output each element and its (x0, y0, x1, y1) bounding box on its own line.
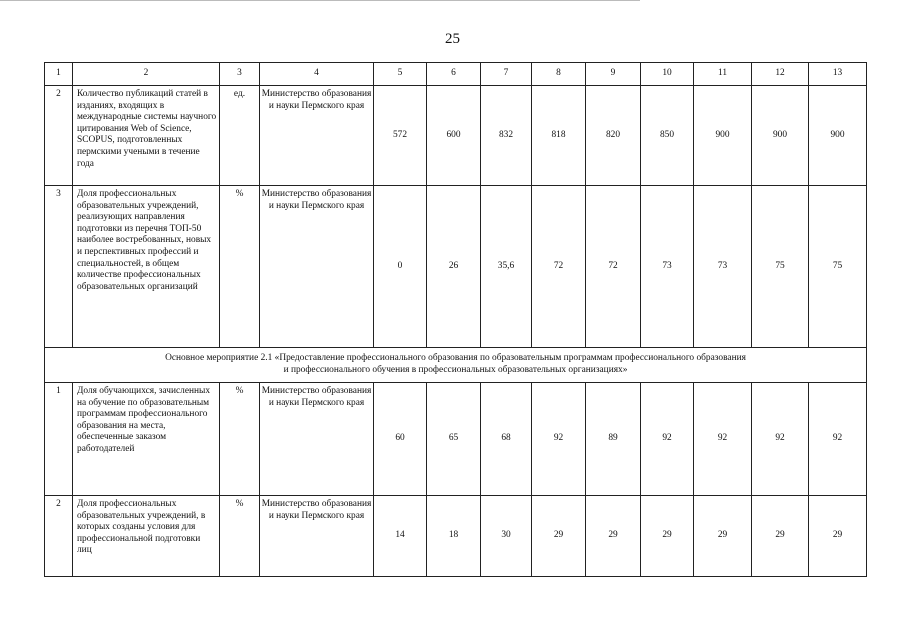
indicator-name: Количество публикаций статей в изданиях, входящих в международные системы научного цитирования Web of Science, SCOPUS, подготовленных пермскими учеными в течение года (73, 86, 220, 186)
value-cell: 30 (481, 496, 532, 577)
value-cell: 75 (752, 186, 809, 348)
section-heading-row (45, 348, 867, 383)
header-cell: 11 (694, 63, 752, 86)
value-cell: 900 (752, 86, 809, 186)
column-number-header-row (45, 63, 867, 86)
value-cell: 29 (694, 496, 752, 577)
responsible-cell: Министерство образования и науки Пермского края (260, 496, 374, 577)
table-row (45, 186, 867, 348)
header-cell: 6 (427, 63, 481, 86)
value-cell: 26 (427, 186, 481, 348)
indicator-name: Доля профессиональных образовательных учреждений, в которых созданы условия для профессиональной подготовки лиц (73, 496, 220, 577)
section-heading (45, 348, 867, 383)
row-number: 3 (45, 186, 73, 348)
value-cell: 29 (532, 496, 586, 577)
value-cell: 92 (694, 383, 752, 496)
value-cell: 65 (427, 383, 481, 496)
responsible-cell: Министерство образования и науки Пермского края (260, 383, 374, 496)
value-cell: 818 (532, 86, 586, 186)
responsible-cell: Министерство образования и науки Пермского края (260, 186, 374, 348)
value-cell: 72 (586, 186, 641, 348)
row-number: 2 (45, 496, 73, 577)
unit-cell: % (220, 383, 260, 496)
header-cell: 2 (73, 63, 220, 86)
scan-edge-line (0, 0, 640, 1)
responsible-cell: Министерство образования и науки Пермского края (260, 86, 374, 186)
header-cell: 8 (532, 63, 586, 86)
value-cell: 92 (641, 383, 694, 496)
value-cell: 900 (694, 86, 752, 186)
value-cell: 600 (427, 86, 481, 186)
header-cell: 12 (752, 63, 809, 86)
header-cell: 4 (260, 63, 374, 86)
table-row (45, 496, 867, 577)
indicators-table (44, 62, 867, 577)
value-cell: 29 (586, 496, 641, 577)
header-cell: 1 (45, 63, 73, 86)
page-number: 25 (445, 31, 460, 47)
value-cell: 89 (586, 383, 641, 496)
table-row (45, 383, 867, 496)
value-cell: 0 (374, 186, 427, 348)
header-cell: 13 (809, 63, 867, 86)
value-cell: 832 (481, 86, 532, 186)
header-cell: 5 (374, 63, 427, 86)
value-cell: 92 (809, 383, 867, 496)
value-cell: 92 (752, 383, 809, 496)
value-cell: 18 (427, 496, 481, 577)
header-cell: 10 (641, 63, 694, 86)
indicator-name: Доля профессиональных образовательных учреждений, реализующих направления подготовки из перечня ТОП-50 наиболее востребованных, новых и перспективных профессий и специальностей, в общем количестве профессиональных образовательных организаций (73, 186, 220, 348)
value-cell: 29 (641, 496, 694, 577)
row-number: 2 (45, 86, 73, 186)
value-cell: 29 (809, 496, 867, 577)
value-cell: 73 (694, 186, 752, 348)
section-heading-line-1: Основное мероприятие 2.1 «Предоставление профессионального образования по образовательным программам профессионального образования (165, 353, 746, 363)
value-cell: 68 (481, 383, 532, 496)
value-cell: 72 (532, 186, 586, 348)
unit-cell: % (220, 186, 260, 348)
value-cell: 820 (586, 86, 641, 186)
unit-cell: % (220, 496, 260, 577)
value-cell: 75 (809, 186, 867, 348)
indicator-name: Доля обучающихся, зачисленных на обучение по образовательным программам профессионального образования на места, обеспеченные заказом работодателей (73, 383, 220, 496)
header-cell: 3 (220, 63, 260, 86)
table-row (45, 86, 867, 186)
value-cell: 14 (374, 496, 427, 577)
value-cell: 572 (374, 86, 427, 186)
value-cell: 92 (532, 383, 586, 496)
header-cell: 7 (481, 63, 532, 86)
value-cell: 73 (641, 186, 694, 348)
row-number: 1 (45, 383, 73, 496)
unit-cell: ед. (220, 86, 260, 186)
value-cell: 900 (809, 86, 867, 186)
value-cell: 35,6 (481, 186, 532, 348)
value-cell: 60 (374, 383, 427, 496)
value-cell: 29 (752, 496, 809, 577)
section-heading-line-2: и профессионального обучения в профессиональных образовательных организациях» (283, 365, 628, 375)
header-cell: 9 (586, 63, 641, 86)
value-cell: 850 (641, 86, 694, 186)
